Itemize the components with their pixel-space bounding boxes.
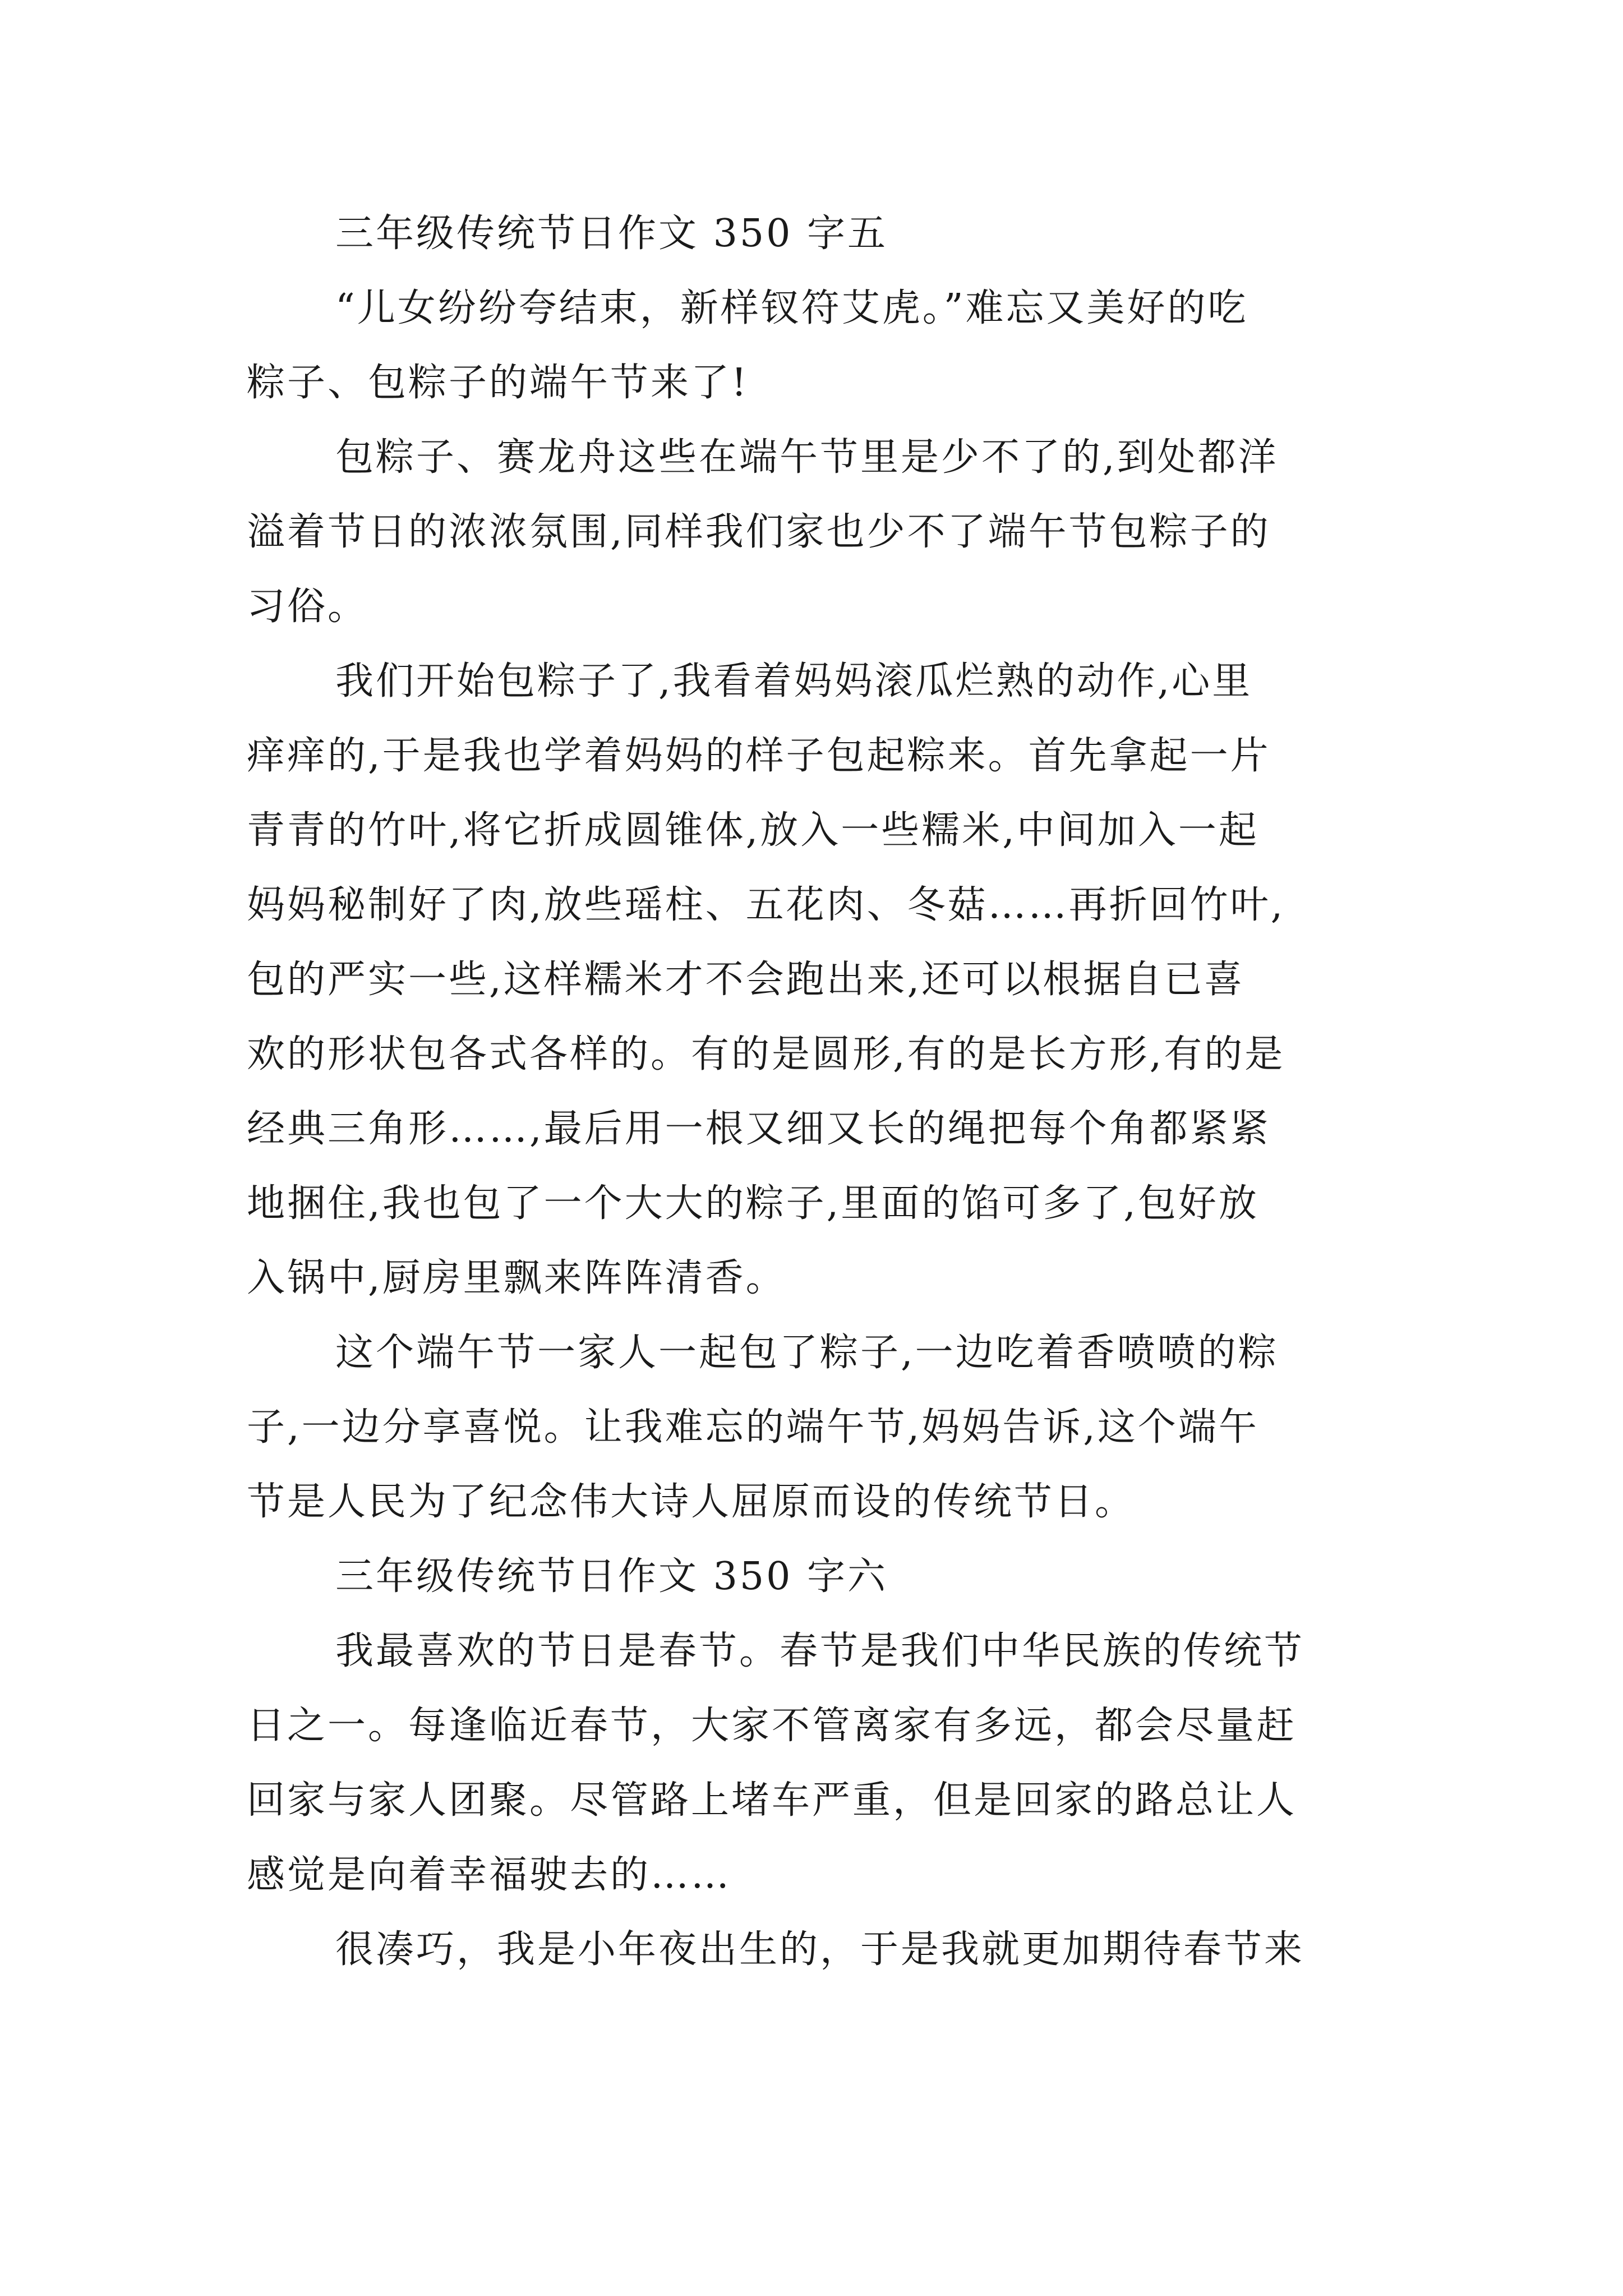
section-heading: 三年级传统节日作文 350 字六 [335, 1554, 888, 1599]
paragraph-line: 子,一边分享喜悦。让我难忘的端午节,妈妈告诉,这个端午 [247, 1405, 1259, 1450]
paragraph-line: 包粽子、赛龙舟这些在端午节里是少不了的,到处都洋 [335, 435, 1279, 480]
paragraph-line: 习俗。 [247, 585, 368, 629]
section-heading: 三年级传统节日作文 350 字五 [335, 211, 888, 256]
document-body [247, 196, 1396, 1987]
paragraph-line: 粽子、包粽子的端午节来了! [247, 361, 749, 405]
paragraph-line: 这个端午节一家人一起包了粽子,一边吃着香喷喷的粽 [335, 1331, 1279, 1375]
paragraph-line: 日之一。每逢临近春节，大家不管离家有多远，都会尽量赶 [247, 1704, 1297, 1748]
paragraph-line: 感觉是向着幸福驶去的…… [247, 1853, 732, 1897]
paragraph-line: 节是人民为了纪念伟大诗人屈原而设的传统节日。 [247, 1480, 1136, 1524]
paragraph-line: 痒痒的,于是我也学着妈妈的样子包起粽来。首先拿起一片 [247, 734, 1271, 778]
paragraph-line: 回家与家人团聚。尽管路上堵车严重，但是回家的路总让人 [247, 1778, 1297, 1823]
paragraph-line: 入锅中,厨房里飘来阵阵清香。 [247, 1256, 786, 1300]
paragraph-line: 欢的形状包各式各样的。有的是圆形,有的是长方形,有的是 [247, 1032, 1285, 1076]
paragraph-line: 我们开始包粽子了,我看着妈妈滚瓜烂熟的动作,心里 [335, 659, 1253, 703]
paragraph-line: 很凑巧，我是小年夜出生的，于是我就更加期待春节来 [335, 1927, 1305, 1972]
paragraph-line: 我最喜欢的节日是春节。春节是我们中华民族的传统节 [335, 1629, 1305, 1673]
paragraph-line: 地捆住,我也包了一个大大的粽子,里面的馅可多了,包好放 [247, 1181, 1259, 1226]
paragraph-line: “儿女纷纷夸结束，新样钗符艾虎。”难忘又美好的吃 [335, 286, 1248, 330]
paragraph-line: 青青的竹叶,将它折成圆锥体,放入一些糯米,中间加入一起 [247, 808, 1259, 853]
paragraph-line: 溢着节日的浓浓氛围,同样我们家也少不了端午节包粽子的 [247, 510, 1271, 554]
paragraph-line: 经典三角形……,最后用一根又细又长的绳把每个角都紧紧 [247, 1107, 1271, 1151]
paragraph-line: 包的严实一些,这样糯米才不会跑出来,还可以根据自已喜 [247, 958, 1245, 1002]
paragraph-line: 妈妈秘制好了肉,放些瑶柱、五花肉、冬菇……再折回竹叶, [247, 883, 1285, 927]
